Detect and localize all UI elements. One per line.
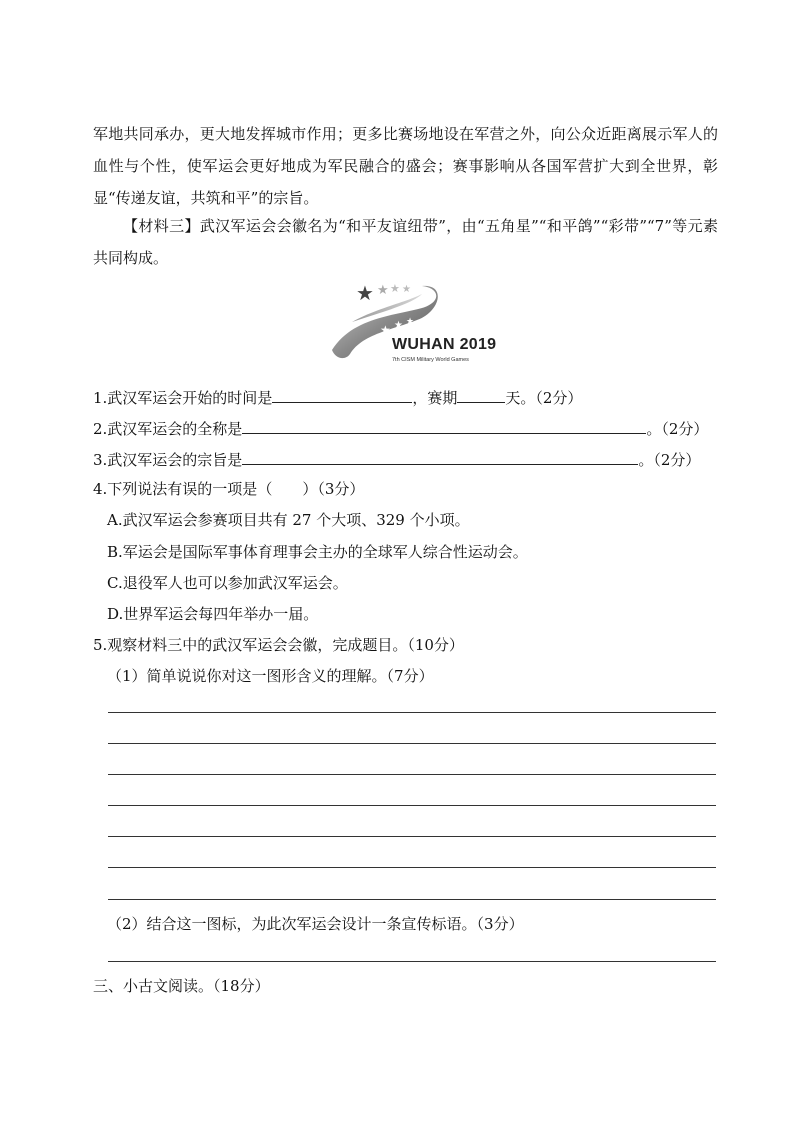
star-icon: ★ (356, 281, 374, 305)
question-3-end: 。（2分） (638, 451, 701, 469)
answer-line[interactable] (108, 712, 716, 713)
section-three-heading: 三、小古文阅读。（18分） (93, 977, 270, 995)
question-4-option-c[interactable]: C.退役军人也可以参加武汉军运会。 (107, 574, 348, 592)
answer-line[interactable] (108, 867, 716, 868)
question-3 (93, 447, 700, 470)
answer-line[interactable] (108, 836, 716, 837)
question-4-option-d[interactable]: D.世界军运会每四年举办一届。 (107, 605, 319, 623)
star-icon: ★ (380, 323, 391, 337)
emblem-title: WUHAN 2019 (392, 336, 497, 353)
question-3-prompt: 3.武汉军运会的宗旨是 (93, 451, 243, 469)
emblem-subtitle: 7th CISM Military World Games (392, 357, 469, 363)
star-icon: ★ (394, 320, 403, 331)
answer-blank-start-time[interactable] (272, 385, 412, 403)
question-1 (93, 385, 582, 408)
question-2-end: 。（2分） (646, 420, 709, 438)
star-icon: ★ (402, 284, 411, 295)
question-5-sub-1: （1）简单说说你对这一图形含义的理解。（7分） (107, 667, 434, 685)
question-4-stem: 4.下列说法有误的一项是（ ）（3分） (93, 480, 365, 498)
question-2-prompt: 2.武汉军运会的全称是 (93, 420, 243, 438)
answer-line-slogan[interactable] (108, 961, 716, 962)
material-three-tag: 【材料三】 (123, 217, 200, 235)
question-4-option-b[interactable]: B.军运会是国际军事体育理事会主办的全球军人综合性运动会。 (107, 543, 528, 561)
question-5-sub-2: （2）结合这一图标，为此次军运会设计一条宣传标语。（3分） (107, 915, 524, 933)
question-5-stem: 5.观察材料三中的武汉军运会会徽，完成题目。（10分） (93, 636, 464, 654)
material-three-text: 武汉军运会会徽名为“和平友谊纽带”，由“五角星”“和平鸽”“彩带”“7”等元素共同构成。 (93, 217, 718, 267)
question-1-prompt: 1.武汉军运会开始的时间是 (93, 389, 273, 407)
answer-line[interactable] (108, 774, 716, 775)
answer-blank-full-name[interactable] (242, 416, 646, 434)
answer-blank-purpose[interactable] (242, 447, 638, 465)
question-1-mid: ，赛期 (412, 389, 458, 407)
answer-line[interactable] (108, 805, 716, 806)
star-icon: ★ (377, 283, 389, 298)
star-icon: ★ (390, 282, 400, 295)
answer-blank-duration[interactable] (457, 385, 505, 403)
question-2 (93, 416, 708, 439)
material-two-paragraph: 军地共同承办，更大地发挥城市作用；更多比赛场地设在军营之外，向公众近距离展示军人的血性与个性，使军运会更好地成为军民融合的盛会；赛事影响从各国军营扩大到全世界，彰显“传递友谊，共筑和平”的宗旨。 (93, 125, 718, 207)
answer-line[interactable] (108, 743, 716, 744)
material-three-paragraph (93, 210, 718, 274)
question-4-option-a[interactable]: A.武汉军运会参赛项目共有 27 个大项、329 个小项。 (107, 511, 470, 529)
star-icon: ★ (406, 317, 415, 327)
question-1-end: 天。（2分） (505, 389, 583, 407)
answer-line[interactable] (108, 899, 716, 900)
